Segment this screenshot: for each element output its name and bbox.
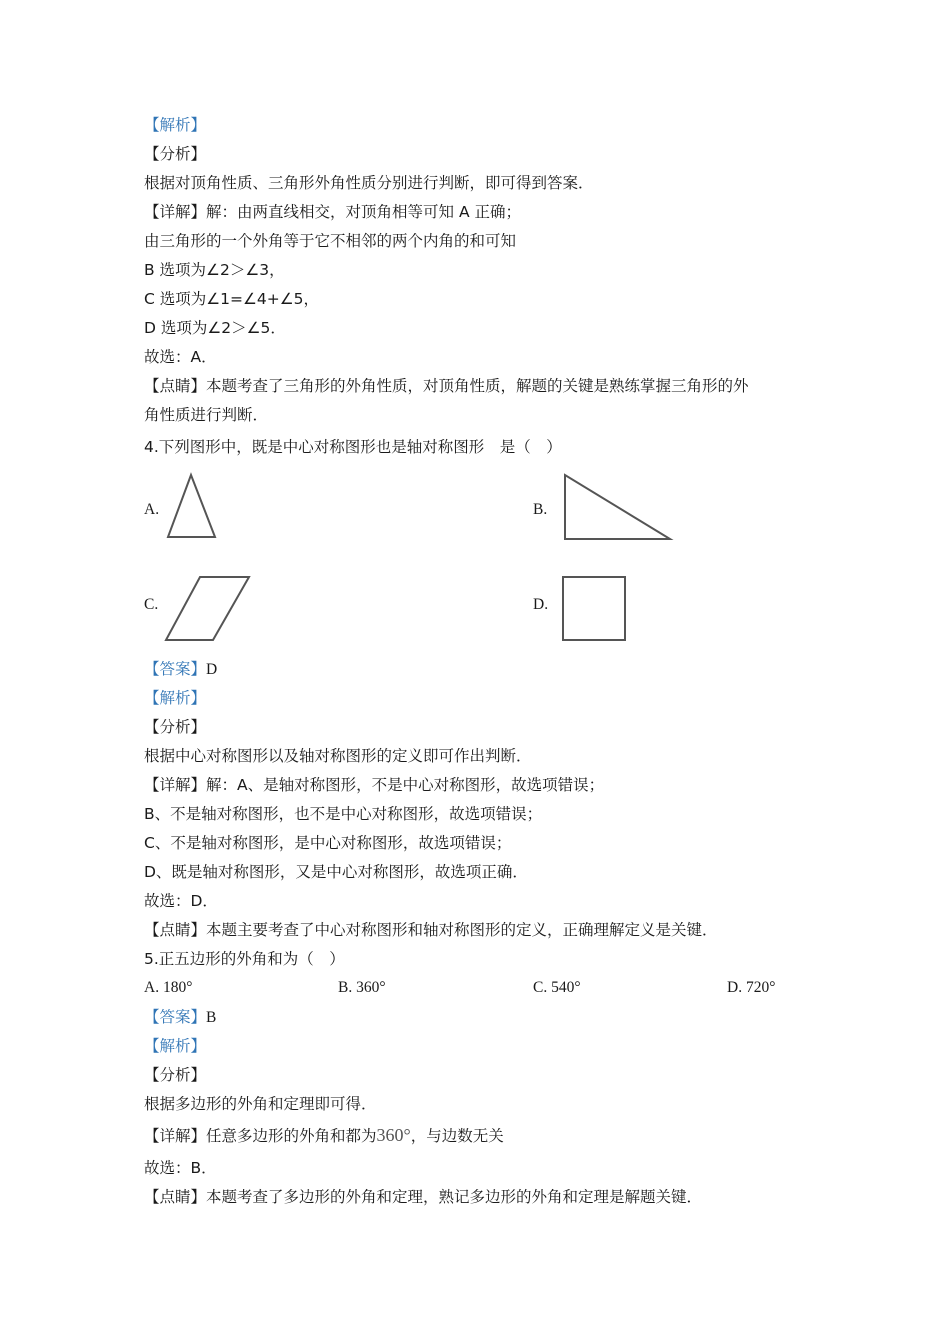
detail-text: 解：由两直线相交，对顶角相等可知 A 正确； [206,203,521,221]
comment-line [144,919,718,941]
detail-text: 由三角形的一个外角等于它不相邻的两个内角的和可知 [144,232,517,250]
option-c: C. 540° [533,979,581,996]
option-d: D. 720° [727,979,776,996]
figure-square [560,574,628,644]
answer-tag: 【答案】 [144,1008,207,1026]
answer-line [144,1006,216,1029]
detail-tag: 【详解】 [144,776,207,794]
option-b: B. 360° [338,979,386,996]
fenxi-heading: 【分析】 [144,718,207,736]
detail-tag: 【详解】 [144,203,207,221]
jiexi-heading: 【解析】 [144,1037,207,1055]
fenxi-heading: 【分析】 [144,1066,207,1084]
comment-text: 本题主要考查了中心对称图形和轴对称图形的定义，正确理解定义是关键． [206,921,718,939]
option-a-label: A. [144,501,160,518]
detail-text: C、不是轴对称图形，是中心对称图形，故选项错误； [144,834,512,852]
detail-text: B、不是轴对称图形，也不是中心对称图形，故选项错误； [144,805,543,823]
option-b-label: B. [533,501,548,518]
analysis-text: 根据中心对称图形以及轴对称图形的定义即可作出判断． [144,747,532,765]
analysis-text: 根据对顶角性质、三角形外角性质分别进行判断，即可得到答案． [144,174,594,192]
detail-line [144,1124,504,1147]
fenxi-heading: 【分析】 [144,145,207,163]
answer-line [144,658,217,681]
figure-triangle-isosceles [166,472,218,540]
question-5-stem: 5.正五边形的外角和为（ ） [144,950,345,968]
choose-text: 故选：A． [144,348,217,366]
jiexi-heading: 【解析】 [144,689,207,707]
question-4-stem: 4.下列图形中，既是中心对称图形也是轴对称图形 是（ ） [144,438,562,456]
figure-parallelogram [164,574,252,644]
option-c-label: C. [144,596,159,613]
detail-text: D 选项为∠2＞∠5． [144,319,286,337]
comment-text: 角性质进行判断． [144,406,269,424]
option-d-label: D. [533,596,549,613]
choose-text: 故选：D． [144,892,218,910]
comment-tag: 【点睛】 [144,921,207,939]
comment-line [144,375,749,397]
figure-triangle-right [562,472,674,542]
choose-text: 故选：B． [144,1159,217,1177]
analysis-text: 根据多边形的外角和定理即可得． [144,1095,377,1113]
detail-line [144,774,604,796]
answer-value: D [206,661,218,678]
detail-text: C 选项为∠1=∠4+∠5， [144,290,319,308]
answer-tag: 【答案】 [144,660,207,678]
detail-line [144,201,521,223]
option-a: A. 180° [144,979,193,996]
comment-line [144,1186,702,1208]
detail-text: 解：A、是轴对称图形，不是中心对称图形，故选项错误； [206,776,605,794]
detail-text: D、既是轴对称图形，又是中心对称图形，故选项正确． [144,863,528,881]
detail-text: ，与边数无关 [410,1127,504,1145]
comment-tag: 【点睛】 [144,1188,207,1206]
comment-text: 本题考查了多边形的外角和定理，熟记多边形的外角和定理是解题关键． [206,1188,703,1206]
detail-text: B 选项为∠2＞∠3， [144,261,285,279]
detail-tag: 【详解】 [144,1127,207,1145]
detail-text: 任意多边形的外角和都为 [206,1127,377,1145]
answer-value: B [206,1009,217,1026]
comment-text: 本题考查了三角形的外角性质，对顶角性质，解题的关键是熟练掌握三角形的外 [206,377,749,395]
jiexi-heading: 【解析】 [144,116,207,134]
math-value: 360° [376,1125,411,1145]
comment-tag: 【点睛】 [144,377,207,395]
